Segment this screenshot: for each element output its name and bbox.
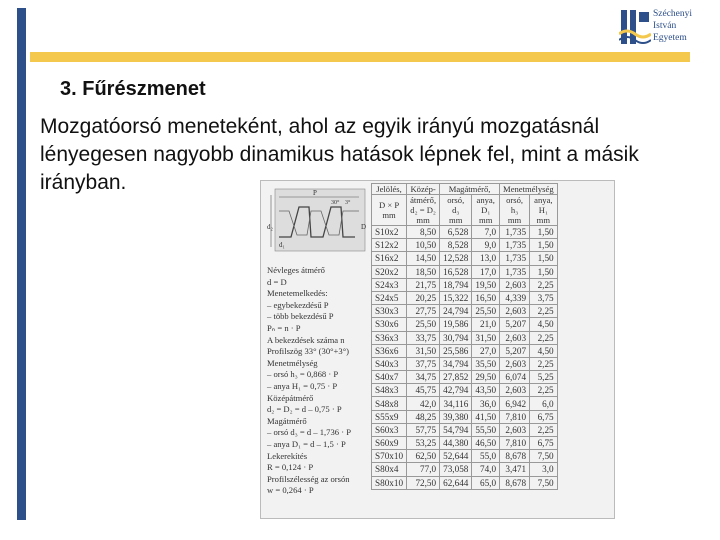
header-unit: mm xyxy=(382,210,396,220)
header-cell xyxy=(472,195,500,226)
header-group: Közép- xyxy=(407,184,440,195)
value-cell: 7,810 xyxy=(500,410,530,423)
logo-line: Széchenyi xyxy=(653,9,693,19)
value-cell: 6,0 xyxy=(530,397,558,410)
formula-note: – egybekezdésű P xyxy=(267,299,329,310)
value-cell: 6,942 xyxy=(500,397,530,410)
designation-cell: S40x7 xyxy=(372,371,407,384)
designation-cell: S24x3 xyxy=(372,278,407,291)
value-cell: 2,25 xyxy=(530,423,558,436)
table-row xyxy=(372,252,558,265)
table-row xyxy=(372,384,558,397)
header-symbol: h₃ xyxy=(510,205,519,215)
formula-note: – orsó h₃ = 0,868 · P xyxy=(267,369,339,380)
designation-cell: S16x2 xyxy=(372,252,407,265)
value-cell: 77,0 xyxy=(407,463,440,476)
value-cell: 34,794 xyxy=(440,357,472,370)
value-cell: 27,852 xyxy=(440,371,472,384)
value-cell: 1,50 xyxy=(530,239,558,252)
value-cell: 34,116 xyxy=(440,397,472,410)
formula-note: – anya H₁ = 0,75 · P xyxy=(267,380,338,391)
designation-cell: S60x9 xyxy=(372,437,407,450)
value-cell: 52,644 xyxy=(440,450,472,463)
value-cell: 8,678 xyxy=(500,450,530,463)
value-cell: 7,50 xyxy=(530,450,558,463)
designation-cell: S30x3 xyxy=(372,305,407,318)
designation-cell: S80x4 xyxy=(372,463,407,476)
value-cell: 8,678 xyxy=(500,476,530,489)
formula-note: Pₙ = n · P xyxy=(267,322,301,333)
formula-note: Profilszélesség az orsón xyxy=(267,473,350,484)
designation-cell: S48x3 xyxy=(372,384,407,397)
value-cell: 5,207 xyxy=(500,318,530,331)
value-cell: 3,0 xyxy=(530,463,558,476)
value-cell: 42,794 xyxy=(440,384,472,397)
value-cell: 57,75 xyxy=(407,423,440,436)
value-cell: 45,75 xyxy=(407,384,440,397)
value-cell: 6,75 xyxy=(530,437,558,450)
header-cell xyxy=(407,195,440,226)
value-cell: 17,0 xyxy=(472,265,500,278)
value-cell: 74,0 xyxy=(472,463,500,476)
table-row xyxy=(372,397,558,410)
value-cell: 16,50 xyxy=(472,291,500,304)
value-cell: 3,75 xyxy=(530,291,558,304)
value-cell: 5,207 xyxy=(500,344,530,357)
table-row xyxy=(372,278,558,291)
designation-cell: S36x3 xyxy=(372,331,407,344)
logo-line: István xyxy=(653,21,677,31)
formula-note: w = 0,264 · P xyxy=(267,485,314,496)
university-name xyxy=(653,8,692,44)
formula-note: – anya D₁ = d – 1,5 · P xyxy=(267,438,346,449)
drawing-label: 30° xyxy=(331,200,340,206)
table-row xyxy=(372,344,558,357)
header-symbol: D₁ xyxy=(481,205,491,215)
logo-line: Egyetem xyxy=(653,33,687,43)
value-cell: 27,0 xyxy=(472,344,500,357)
header-symbol: d₃ xyxy=(452,205,460,215)
drawing-label: 3° xyxy=(345,200,351,206)
value-cell: 1,50 xyxy=(530,265,558,278)
table-row xyxy=(372,463,558,476)
value-cell: 6,074 xyxy=(500,371,530,384)
value-cell: 19,50 xyxy=(472,278,500,291)
designation-cell: S24x5 xyxy=(372,291,407,304)
formula-note: Lekerekítés xyxy=(267,450,308,461)
drawing-label: d₁ xyxy=(279,241,285,249)
value-cell: 5,25 xyxy=(530,371,558,384)
value-cell: 2,603 xyxy=(500,331,530,344)
table-row xyxy=(372,305,558,318)
table-row xyxy=(372,331,558,344)
accent-bar-vertical xyxy=(17,8,26,520)
value-cell: 1,735 xyxy=(500,226,530,239)
formula-note: – több bekezdésű P xyxy=(267,311,334,322)
header-sub: anya, xyxy=(534,195,553,205)
value-cell: 62,50 xyxy=(407,450,440,463)
value-cell: 8,528 xyxy=(440,239,472,252)
value-cell: 31,50 xyxy=(407,344,440,357)
value-cell: 12,528 xyxy=(440,252,472,265)
formula-notes xyxy=(267,265,373,497)
value-cell: 2,25 xyxy=(530,278,558,291)
header-unit: mm xyxy=(507,215,522,225)
value-cell: 15,322 xyxy=(440,291,472,304)
header-unit: mm xyxy=(479,215,493,225)
designation-cell: S80x10 xyxy=(372,476,407,489)
formula-note: – orsó d₃ = d – 1,736 · P xyxy=(267,427,351,438)
value-cell: 31,50 xyxy=(472,331,500,344)
value-cell: 65,0 xyxy=(472,476,500,489)
formula-note: A bekezdések száma n xyxy=(267,334,345,345)
value-cell: 1,50 xyxy=(530,252,558,265)
table-row xyxy=(372,291,558,304)
table-row xyxy=(372,371,558,384)
value-cell: 18,794 xyxy=(440,278,472,291)
value-cell: 29,50 xyxy=(472,371,500,384)
value-cell: 1,50 xyxy=(530,226,558,239)
table-row xyxy=(372,437,558,450)
spec-table xyxy=(371,183,558,490)
formula-note: Névleges átmérő xyxy=(267,265,325,275)
value-cell: 27,75 xyxy=(407,305,440,318)
value-cell: 10,50 xyxy=(407,239,440,252)
value-cell: 9,0 xyxy=(472,239,500,252)
header-cell xyxy=(440,195,472,226)
university-emblem-icon xyxy=(619,8,651,46)
value-cell: 16,528 xyxy=(440,265,472,278)
figure-left-panel xyxy=(263,183,371,514)
value-cell: 44,380 xyxy=(440,437,472,450)
drawing-label: D xyxy=(361,223,367,231)
value-cell: 36,0 xyxy=(472,397,500,410)
value-cell: 43,50 xyxy=(472,384,500,397)
university-logo xyxy=(619,6,699,50)
value-cell: 4,339 xyxy=(500,291,530,304)
table-row xyxy=(372,318,558,331)
value-cell: 7,0 xyxy=(472,226,500,239)
value-cell: 3,471 xyxy=(500,463,530,476)
header-symbol: D × P xyxy=(378,200,400,210)
value-cell: 25,50 xyxy=(472,305,500,318)
thread-profile-drawing xyxy=(265,185,369,255)
value-cell: 2,603 xyxy=(500,357,530,370)
designation-cell: S48x8 xyxy=(372,397,407,410)
value-cell: 46,50 xyxy=(472,437,500,450)
header-cell xyxy=(500,195,530,226)
value-cell: 2,25 xyxy=(530,305,558,318)
value-cell: 73,058 xyxy=(440,463,472,476)
formula-note: Profilszög 33° (30°+3°) xyxy=(267,346,349,357)
header-unit: mm xyxy=(449,215,463,225)
value-cell: 2,25 xyxy=(530,384,558,397)
designation-cell: S60x3 xyxy=(372,423,407,436)
header-group: Magátmérő, xyxy=(440,184,500,195)
designation-cell: S40x3 xyxy=(372,357,407,370)
value-cell: 25,50 xyxy=(407,318,440,331)
header-symbol: H₁ xyxy=(538,205,548,215)
header-cell xyxy=(530,195,558,226)
designation-cell: S70x10 xyxy=(372,450,407,463)
table-row xyxy=(372,239,558,252)
value-cell: 2,603 xyxy=(500,384,530,397)
value-cell: 2,25 xyxy=(530,357,558,370)
value-cell: 53,25 xyxy=(407,437,440,450)
header-sub: orsó, xyxy=(506,195,524,205)
value-cell: 35,50 xyxy=(472,357,500,370)
value-cell: 7,810 xyxy=(500,437,530,450)
value-cell: 13,0 xyxy=(472,252,500,265)
formula-note: R = 0,124 · P xyxy=(267,462,314,473)
header-group: Menetmélység xyxy=(500,184,558,195)
value-cell: 25,586 xyxy=(440,344,472,357)
value-cell: 48,25 xyxy=(407,410,440,423)
value-cell: 21,75 xyxy=(407,278,440,291)
header-row xyxy=(372,184,558,195)
table-row xyxy=(372,450,558,463)
designation-cell: S12x2 xyxy=(372,239,407,252)
designation-cell: S55x9 xyxy=(372,410,407,423)
header-sub: orsó, xyxy=(447,195,465,205)
value-cell: 34,75 xyxy=(407,371,440,384)
value-cell: 6,75 xyxy=(530,410,558,423)
value-cell: 6,528 xyxy=(440,226,472,239)
formula-note: d = D xyxy=(267,276,287,287)
value-cell: 62,644 xyxy=(440,476,472,489)
header-sub: átmérő, xyxy=(410,195,437,205)
header-unit: mm xyxy=(416,215,430,225)
table-row xyxy=(372,265,558,278)
designation-cell: S20x2 xyxy=(372,265,407,278)
value-cell: 37,75 xyxy=(407,357,440,370)
value-cell: 30,794 xyxy=(440,331,472,344)
header-group: Jelölés, xyxy=(372,184,407,195)
value-cell: 1,735 xyxy=(500,252,530,265)
value-cell: 2,603 xyxy=(500,423,530,436)
table-row xyxy=(372,410,558,423)
slide-title: 3. Fűrészmenet xyxy=(60,78,206,100)
header-sub: anya, xyxy=(476,195,495,205)
table-row xyxy=(372,357,558,370)
value-cell: 21,0 xyxy=(472,318,500,331)
table-row xyxy=(372,423,558,436)
header-symbol: d₂ = D₂ xyxy=(410,205,436,215)
value-cell: 19,586 xyxy=(440,318,472,331)
header-row xyxy=(372,195,558,226)
header-unit: mm xyxy=(536,215,551,225)
value-cell: 24,794 xyxy=(440,305,472,318)
value-cell: 72,50 xyxy=(407,476,440,489)
table-row xyxy=(372,476,558,489)
value-cell: 1,735 xyxy=(500,239,530,252)
value-cell: 2,25 xyxy=(530,331,558,344)
value-cell: 33,75 xyxy=(407,331,440,344)
value-cell: 7,50 xyxy=(530,476,558,489)
thread-spec-figure xyxy=(260,180,615,519)
designation-cell: S36x6 xyxy=(372,344,407,357)
value-cell: 2,603 xyxy=(500,278,530,291)
value-cell: 8,50 xyxy=(407,226,440,239)
drawing-label: d₂ xyxy=(267,223,273,231)
drawing-label: P xyxy=(313,189,317,197)
formula-note: Magátmérő xyxy=(267,415,307,426)
header-cell xyxy=(372,195,407,226)
designation-cell: S10x2 xyxy=(372,226,407,239)
formula-note: d₂ = D₂ = d – 0,75 · P xyxy=(267,404,342,415)
value-cell: 4,50 xyxy=(530,318,558,331)
accent-bar-horizontal xyxy=(30,52,690,62)
value-cell: 1,735 xyxy=(500,265,530,278)
value-cell: 55,0 xyxy=(472,450,500,463)
value-cell: 55,50 xyxy=(472,423,500,436)
value-cell: 4,50 xyxy=(530,344,558,357)
body-text: Mozgatóorsó meneteként, ahol az egyik irányú mozgatásnál lényegesen nagyobb dinamikus hatások lépnek fel, mint a másik irányban. xyxy=(40,115,639,194)
value-cell: 14,50 xyxy=(407,252,440,265)
value-cell: 2,603 xyxy=(500,305,530,318)
value-cell: 54,794 xyxy=(440,423,472,436)
value-cell: 42,0 xyxy=(407,397,440,410)
value-cell: 39,380 xyxy=(440,410,472,423)
value-cell: 20,25 xyxy=(407,291,440,304)
designation-cell: S30x6 xyxy=(372,318,407,331)
formula-note: Menetmélység xyxy=(267,357,318,368)
value-cell: 41,50 xyxy=(472,410,500,423)
formula-note: Menetemelkedés: xyxy=(267,288,328,299)
formula-note: Középátmérő xyxy=(267,392,314,403)
table-row xyxy=(372,226,558,239)
value-cell: 18,50 xyxy=(407,265,440,278)
